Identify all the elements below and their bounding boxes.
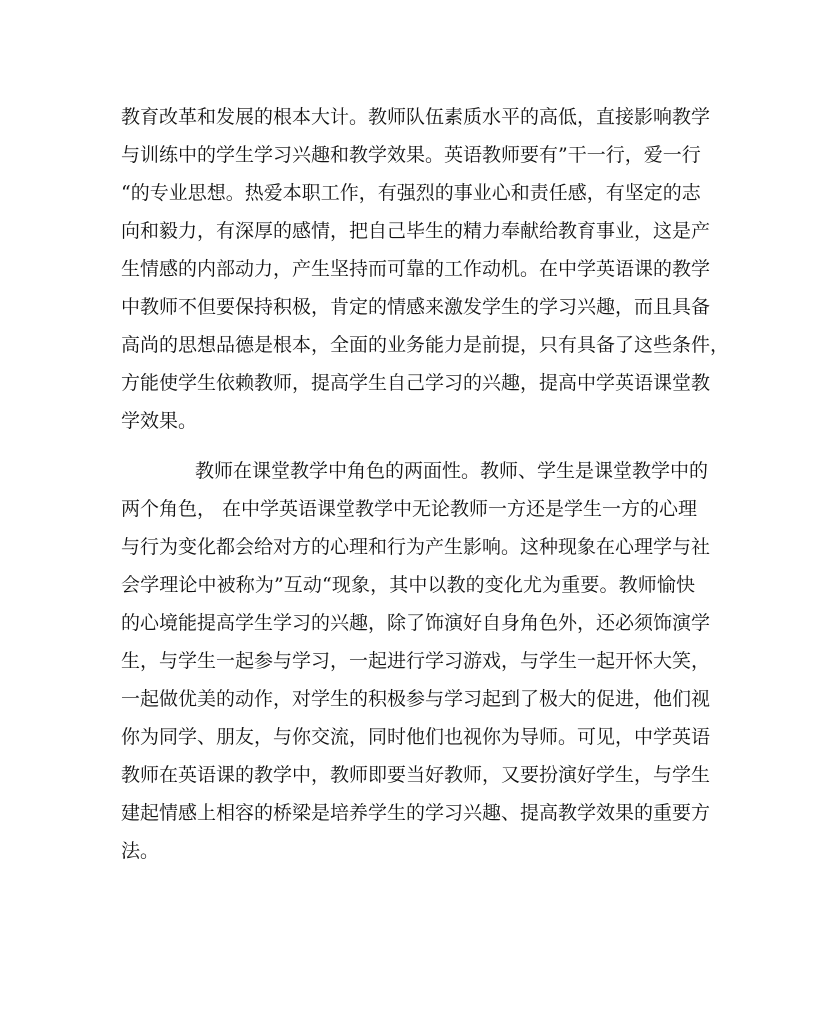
text-line: 一起做优美的动作，对学生的积极参与学习起到了极大的促进，他们视 bbox=[121, 688, 711, 710]
text-line: “的专业思想。热爱本职工作，有强烈的事业心和责任感，有坚定的志 bbox=[121, 182, 701, 204]
text-line: 与训练中的学生学习兴趣和教学效果。英语教师要有”干一行，爱一行 bbox=[121, 144, 701, 166]
text-line: 生，与学生一起参与学习，一起进行学习游戏，与学生一起开怀大笑， bbox=[121, 650, 711, 672]
text-line: 高尚的思想品德是根本，全面的业务能力是前提，只有具备了这些条件， bbox=[121, 334, 730, 356]
text-line: 与行为变化都会给对方的心理和行为产生影响。这种现象在心理学与社 bbox=[121, 536, 711, 558]
text-line: 学效果。 bbox=[121, 410, 198, 432]
text-line: 向和毅力，有深厚的感情，把自己毕生的精力奉献给教育事业，这是产 bbox=[121, 220, 711, 242]
text-line: 教师在英语课的教学中，教师即要当好教师，又要扮演好学生，与学生 bbox=[121, 764, 711, 786]
text-line: 法。 bbox=[121, 840, 160, 862]
text-line: 会学理论中被称为”互动“现象，其中以教的变化尤为重要。教师愉快 bbox=[121, 574, 695, 596]
text-line: 教育改革和发展的根本大计。教师队伍素质水平的高低，直接影响教学 bbox=[121, 106, 711, 128]
text-line: 建起情感上相容的桥梁是培养学生的学习兴趣、提高教学效果的重要方 bbox=[121, 802, 711, 824]
text-line: 两个角色， 在中学英语课堂教学中无论教师一方还是学生一方的心理 bbox=[121, 498, 698, 520]
text-line: 生情感的内部动力，产生坚持而可靠的工作动机。在中学英语课的教学 bbox=[121, 258, 711, 280]
text-line: 的心境能提高学生学习的兴趣，除了饰演好自身角色外，还必须饰演学 bbox=[121, 612, 711, 634]
text-line: 你为同学、朋友，与你交流，同时他们也视你为导师。可见，中学英语 bbox=[121, 726, 711, 748]
text-line: 教师在课堂教学中角色的两面性。教师、学生是课堂教学中的 bbox=[195, 460, 709, 482]
text-line: 方能使学生依赖教师，提高学生自己学习的兴趣，提高中学英语课堂教 bbox=[121, 372, 711, 394]
text-line: 中教师不但要保持积极，肯定的情感来激发学生的学习兴趣，而且具备 bbox=[121, 296, 711, 318]
